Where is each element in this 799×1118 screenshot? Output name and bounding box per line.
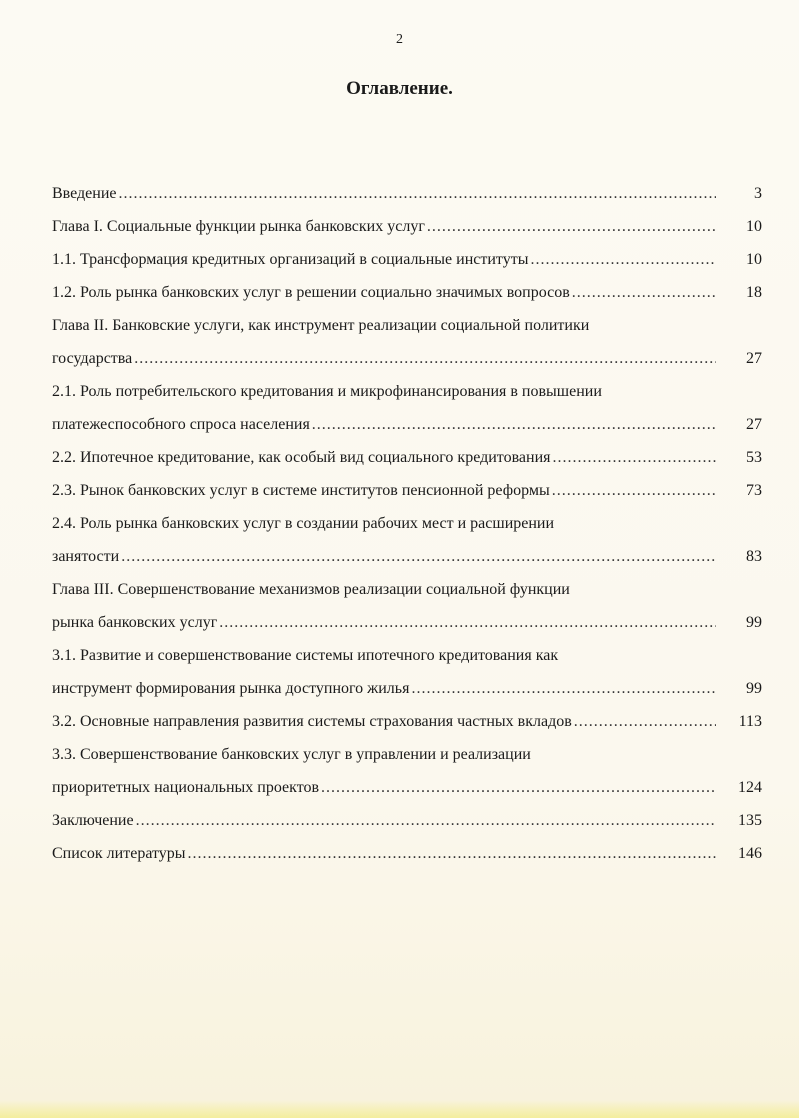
toc-entry-text: рынка банковских услуг	[52, 614, 218, 631]
toc-entry-page: 10	[746, 251, 762, 268]
toc-entry-section-1-1	[52, 243, 762, 276]
toc-entry-text: 3.2. Основные направления развития системы страхования частных вкладов	[52, 713, 572, 730]
toc-entry-chapter-1	[52, 210, 762, 243]
toc-entry-introduction	[52, 177, 762, 210]
dot-leader	[119, 177, 717, 210]
dot-leader	[553, 441, 717, 474]
toc-entry-page: 135	[738, 812, 762, 829]
dot-leader	[188, 837, 716, 870]
toc-entry-first-line: Глава II. Банковские услуги, как инструмент реализации социальной политики	[52, 317, 590, 334]
dot-leader	[574, 705, 716, 738]
page-number: 2	[396, 32, 403, 47]
toc-entry-page: 10	[746, 218, 762, 235]
dot-leader	[121, 540, 716, 573]
toc-entry-text: государства	[52, 350, 133, 367]
toc-entry-first-line: 2.4. Роль рынка банковских услуг в создании рабочих мест и расширении	[52, 515, 555, 532]
toc-entry-text: Список литературы	[52, 845, 186, 862]
toc-entry-chapter-2	[52, 309, 762, 375]
dot-leader	[321, 771, 716, 804]
table-of-contents	[52, 177, 762, 870]
toc-entry-page: 27	[746, 350, 762, 367]
toc-entry-page: 113	[738, 713, 762, 730]
toc-entry-first-line: 3.1. Развитие и совершенствование системы ипотечного кредитования как	[52, 647, 559, 664]
dot-leader	[312, 408, 716, 441]
toc-entry-section-3-1	[52, 639, 762, 705]
toc-entry-text: Заключение	[52, 812, 134, 829]
toc-entry-first-line: Глава III. Совершенствование механизмов реализации социальной функции	[52, 581, 570, 598]
toc-entry-bibliography	[52, 837, 762, 870]
dot-leader	[136, 804, 716, 837]
dot-leader	[572, 276, 716, 309]
toc-entry-section-2-4	[52, 507, 762, 573]
toc-entry-first-line: 3.3. Совершенствование банковских услуг в управлении и реализации	[52, 746, 531, 763]
toc-entry-page: 3	[754, 185, 762, 202]
toc-entry-page: 18	[746, 284, 762, 301]
dot-leader	[134, 342, 716, 375]
toc-entry-page: 73	[746, 482, 762, 499]
toc-entry-conclusion	[52, 804, 762, 837]
toc-entry-text: 2.3. Рынок банковских услуг в системе институтов пенсионной реформы	[52, 482, 550, 499]
toc-entry-text: инструмент формирования рынка доступного жилья	[52, 680, 410, 697]
toc-entry-section-2-3	[52, 474, 762, 507]
toc-entry-text: 1.1. Трансформация кредитных организаций в социальные институты	[52, 251, 529, 268]
toc-entry-page: 83	[746, 548, 762, 565]
toc-entry-text: 1.2. Роль рынка банковских услуг в решении социально значимых вопросов	[52, 284, 570, 301]
dot-leader	[219, 606, 716, 639]
toc-entry-section-1-2	[52, 276, 762, 309]
dot-leader	[427, 210, 716, 243]
page-title: Оглавление.	[346, 78, 453, 99]
toc-entry-page: 53	[746, 449, 762, 466]
toc-entry-page: 124	[738, 779, 762, 796]
toc-entry-page: 27	[746, 416, 762, 433]
toc-entry-text: приоритетных национальных проектов	[52, 779, 320, 796]
toc-entry-text: Введение	[52, 185, 117, 202]
toc-entry-section-3-3	[52, 738, 762, 804]
toc-entry-page: 99	[746, 680, 762, 697]
toc-entry-page: 99	[746, 614, 762, 631]
paper-edge-strip	[0, 1100, 799, 1118]
toc-entry-page: 146	[738, 845, 762, 862]
toc-entry-text: 2.2. Ипотечное кредитование, как особый вид социального кредитования	[52, 449, 551, 466]
toc-entry-text: Глава I. Социальные функции рынка банковских услуг	[52, 218, 425, 235]
toc-entry-text: занятости	[52, 548, 120, 565]
dot-leader	[530, 243, 716, 276]
dot-leader	[411, 672, 716, 705]
toc-entry-section-2-1	[52, 375, 762, 441]
toc-entry-section-3-2	[52, 705, 762, 738]
toc-entry-chapter-3	[52, 573, 762, 639]
toc-entry-first-line: 2.1. Роль потребительского кредитования и микрофинансирования в повышении	[52, 383, 602, 400]
toc-entry-section-2-2	[52, 441, 762, 474]
dot-leader	[552, 474, 716, 507]
toc-entry-text: платежеспособного спроса населения	[52, 416, 310, 433]
